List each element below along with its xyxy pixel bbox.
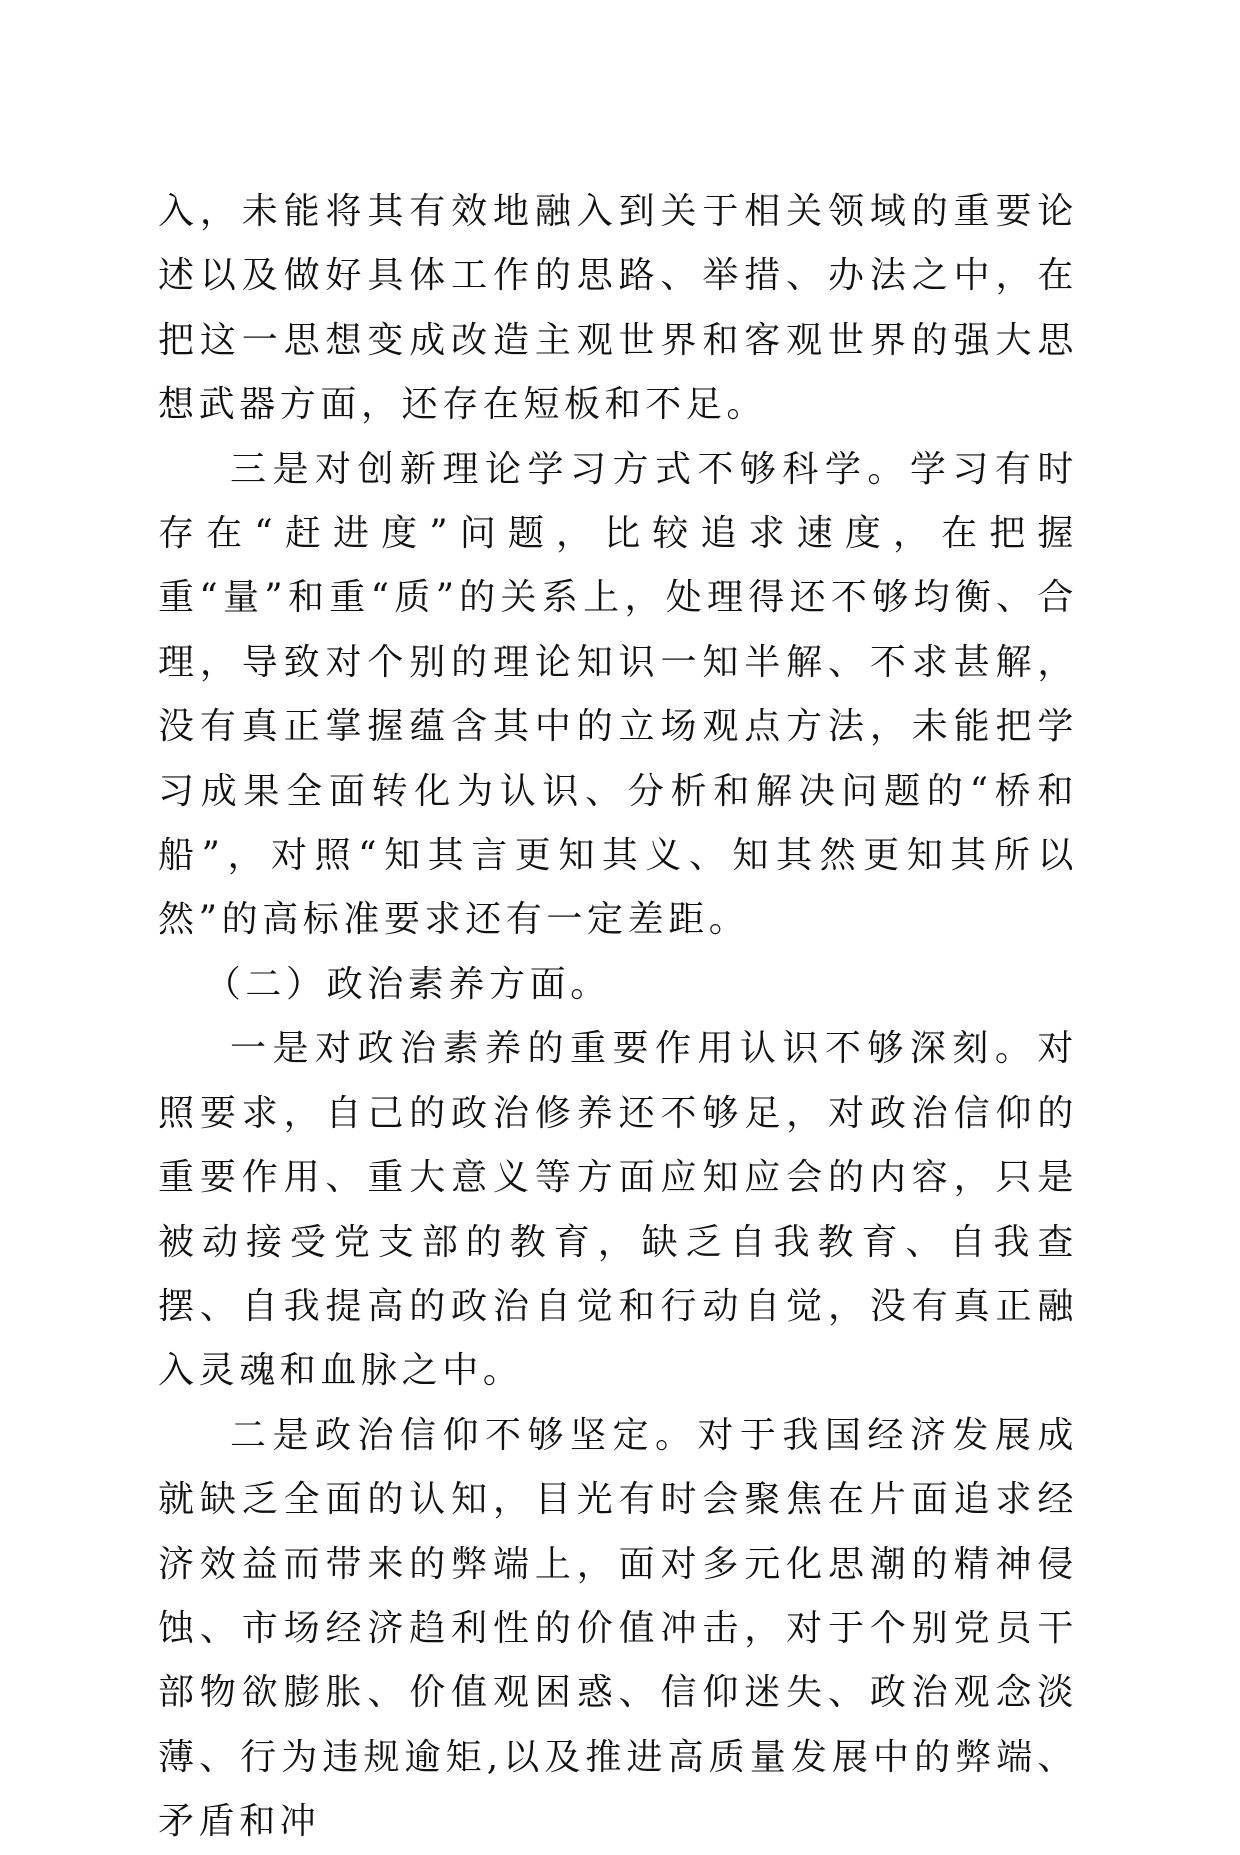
document-body [158,180,1078,1855]
paragraph-point-two: 二是政治信仰不够坚定。对于我国经济发展成就缺乏全面的认知，目光有时会聚焦在片面追求经济效益而带来的弊端上，面对多元化思潮的精神侵蚀、市场经济趋利性的价值冲击，对于个别党员干部物欲膨胀、价值观困惑、信仰迷失、政治观念淡薄、行为违规逾矩,以及推进高质量发展中的弊端、矛盾和冲 [158,1414,1078,1843]
paragraph-point-three: 三是对创新理论学习方式不够科学。学习有时存在“赶进度”问题，比较追求速度，在把握重“量”和重“质”的关系上，处理得还不够均衡、合理，导致对个别的理论知识一知半解、不求甚解，没有真正掌握蕴含其中的立场观点方法，未能把学习成果全面转化为认识、分析和解决问题的“桥和船”，对照“知其言更知其义、知其然更知其所以然”的高标准要求还有一定差距。 [158,448,1078,941]
section-heading-political-literacy: （二）政治素养方面。 [204,963,611,1005]
paragraph-point-one: 一是对政治素养的重要作用认识不够深刻。对照要求，自己的政治修养还不够足，对政治信仰的重要作用、重大意义等方面应知应会的内容，只是被动接受党支部的教育，缺乏自我教育、自我查摆、自我提高的政治自觉和行动自觉，没有真正融入灵魂和血脉之中。 [158,1028,1078,1392]
paragraph-continuation: 入，未能将其有效地融入到关于相关领域的重要论述以及做好具体工作的思路、举措、办法之中，在把这一思想变成改造主观世界和客观世界的强大思想武器方面，还存在短板和不足。 [158,191,1078,426]
